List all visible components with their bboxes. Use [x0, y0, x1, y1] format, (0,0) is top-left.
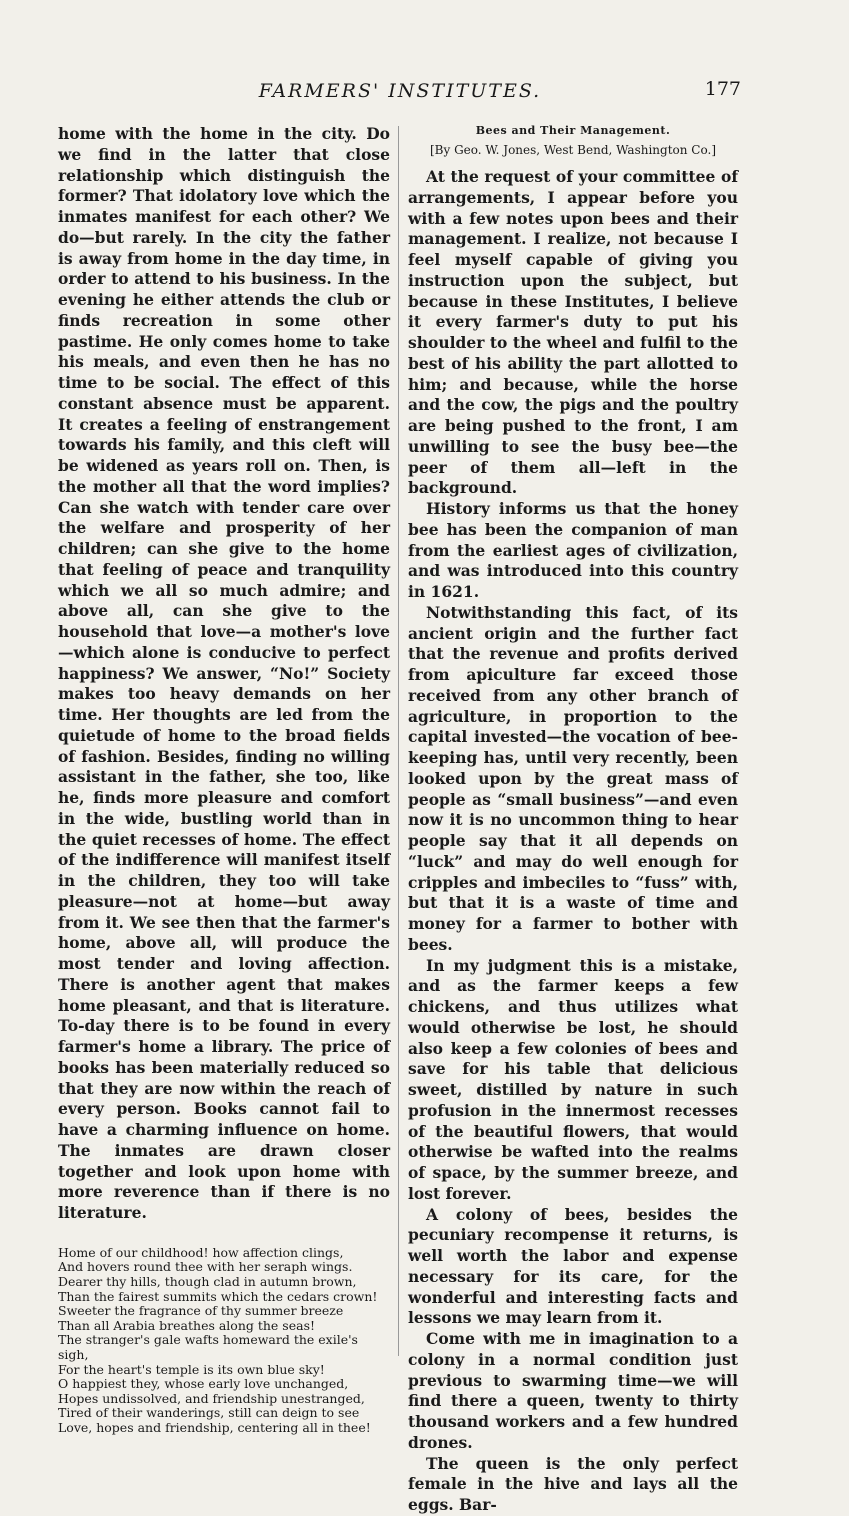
poem-line: Than all Arabia breathes along the seas!: [58, 1317, 316, 1333]
body-paragraph: History informs us that the honey bee has been the companion of man from the earliest ages of civilization, and was introduced into this country in 1621.: [408, 499, 738, 601]
body-paragraph: The queen is the only perfect female in the hive and lays all the eggs. Bar-: [408, 1453, 738, 1514]
body-paragraph: In my judgment this is a mistake, and as the farmer keeps a few chickens, and thus utilizes what would otherwise be lost, he should also keep a few colonies of bees and save for his table that delicious sweet, distilled by nature in such profusion in the innermost recesses of the beautiful flowers, that would otherwise be wafted into the realms of space, by the summer breeze, and lost forever.: [408, 955, 738, 1203]
poem-line: Than the fairest summits which the cedars crown!: [58, 1288, 378, 1304]
article-title: Bees and Their Management.: [475, 124, 671, 137]
column-divider: [398, 126, 399, 1356]
article-byline: [By Geo. W. Jones, West Bend, Washington Co.]: [429, 143, 716, 157]
poem-line: Hopes undissolved, and friendship unestranged,: [58, 1390, 365, 1406]
poem-line: Tired of their wanderings, still can deign to see: [58, 1405, 360, 1421]
poem-line: O happiest they, whose early love unchanged,: [58, 1376, 349, 1392]
body-paragraph: home with the home in the city. Do we find in the latter that close relationship which distinguish the former? That idolatory love which the inmates manifest for each other? We do—but rarely. In the city the father is away from home in the day time, in order to attend to his business. In the evening he either attends the club or finds recreation in some other pastime. He only comes home to take his meals, and even then he has no time to be social. The effect of this constant absence must be apparent. It creates a feeling of enstrangement towards his family, and this cleft will be widened as years roll on. Then, is the mother all that the word implies? Can she watch with tender care over the welfare and prosperity of her children; can she give to the home that feeling of peace and tranquility which we all so much admire; and above all, can she give to the household that love—a mother's love—which alone is conducive to perfect happiness? We answer, “No!” Society makes too heavy demands on her time. Her thoughts are led from the quietude of home to the broad fields of fashion. Besides, finding no willing assistant in the father, she too, like he, finds more pleasure and comfort in the wide, bustling world than in the quiet recesses of home. The effect of the indifference will manifest itself in the children, they too will take pleasure—not at home—but away from it. We see then that the farmer's home, above all, will produce the most tender and loving affection. There is another agent that makes home pleasant, and that is literature. To-day there is to be found in every farmer's home a library. The price of books has been materially reduced so that they are now within the reach of every person. Books cannot fail to have a charming influence on home. The inmates are drawn closer together and look upon home with more reverence than if there is no literature.: [58, 124, 390, 1222]
poem-line: And hovers round thee with her seraph wings.: [58, 1259, 353, 1275]
body-paragraph: At the request of your committee of arrangements, I appear before you with a few notes upon bees and their management. I realize, not because I feel myself capable of giving you instruction upon the subject, but because in these Institutes, I believe it every farmer's duty to put his shoulder to the wheel and fulfil to the best of his ability the part allotted to him; and because, while the horse and the cow, the pigs and the poultry are being pushed to the front, I am unwilling to see the busy bee—the peer of them all—left in the background.: [408, 167, 738, 498]
poem-line: Dearer thy hills, though clad in autumn brown,: [58, 1273, 357, 1289]
running-title: FARMERS' INSTITUTES.: [258, 80, 542, 102]
poem-line: Home of our childhood! how affection clings,: [58, 1244, 344, 1260]
body-paragraph: Come with me in imagination to a colony in a normal condition just previous to swarming time—we will find there a queen, twenty to thirty thousand workers and a few hundred drones.: [408, 1329, 738, 1452]
poem-line: sigh,: [58, 1346, 89, 1362]
left-column: [58, 124, 390, 1435]
poem-line: Love, hopes and friendship, centering all in thee!: [58, 1419, 371, 1435]
poem-line: The stranger's gale wafts homeward the exile's: [58, 1332, 358, 1348]
page-number: 177: [704, 78, 741, 100]
poem-line: For the heart's temple is its own blue sky!: [58, 1361, 325, 1377]
right-column: [408, 124, 738, 1516]
poem: [58, 1246, 390, 1436]
body-paragraph: A colony of bees, besides the pecuniary recompense it returns, is well worth the labor and expense necessary for its care, for the wonderful and interesting facts and lessons we may learn from it.: [408, 1204, 738, 1328]
poem-line: Sweeter the fragrance of thy summer breeze: [58, 1303, 344, 1319]
body-paragraph: Notwithstanding this fact, of its ancient origin and the further fact that the revenue and profits derived from apiculture far exceed those received from any other branch of agriculture, in proportion to the capital invested—the vocation of bee-keeping has, until very recently, been looked upon by the great mass of people as “small business”—and even now it is no uncommon thing to hear people say that it all depends on “luck” and may do well enough for cripples and imbeciles to “fuss” with, but that it is a waste of time and money for a farmer to bother with bees.: [408, 602, 738, 954]
